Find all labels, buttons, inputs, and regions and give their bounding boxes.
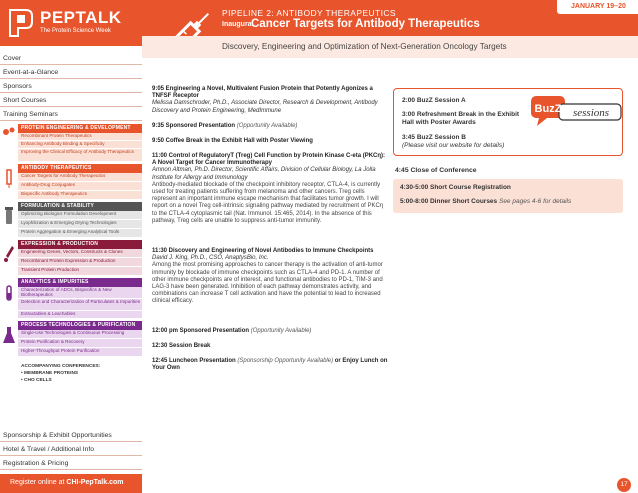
agenda-title: 12:00 pm Sponsored Presentation	[152, 328, 250, 334]
refreshment-break: 3:00 Refreshment Break in the Exhibit Hall with Poster Awards	[402, 111, 520, 126]
nav-cover[interactable]: Cover	[0, 52, 142, 65]
buzz-logo-b: sessions	[572, 107, 610, 119]
link-membrane-proteins[interactable]: • MEMBRANE PROTEINS	[21, 371, 79, 376]
sidebar-item[interactable]: Protein Aggregation & Emerging Analytical Tools	[18, 229, 142, 238]
section-head[interactable]: ANTIBODY THERAPEUTICS	[18, 164, 142, 173]
nav-event-at-a-glance[interactable]: Event-at-a-Glance	[0, 66, 142, 79]
agenda-title: 12:45 Luncheon Presentation	[152, 358, 236, 364]
agenda-title: 11:00 Control of RegulatoryT (Treg) Cell Function by Protein Kinase C-eta (PKCη): A Novel Target for Cancer Immunotherapy	[152, 153, 386, 167]
agenda-title: 11:30 Discovery and Engineering of Novel Antibodies to Immune Checkpoints	[152, 248, 374, 254]
sidebar-item[interactable]: Lyophilization & Emerging Drying Technologies	[18, 220, 142, 229]
page-title: Cancer Targets for Antibody Therapeutics	[251, 18, 480, 30]
agenda-item	[152, 248, 388, 306]
sidebar-item[interactable]: Recombinant Protein Therapeutics	[18, 133, 142, 141]
sidebar-item[interactable]: Antibody-Drug Conjugates	[18, 182, 142, 191]
register-url[interactable]: CHI-PepTalk.com	[66, 479, 124, 486]
buzz-note: (Please visit our website for details)	[402, 141, 505, 149]
sidebar-item[interactable]: Protein Purification & Recovery	[18, 339, 142, 348]
dinner-short-courses: 5:00-8:00 Dinner Short Courses See pages 4-6 for details	[400, 198, 572, 205]
register-link[interactable]	[10, 479, 123, 486]
page-subtitle: Discovery, Engineering and Optimization of Next-Generation Oncology Targets	[222, 42, 507, 51]
sidebar-item[interactable]: Optimizing Biologics Formulation Development	[18, 211, 142, 220]
speaker: David J. King, Ph.D., CSO, AnaptysBio, Inc.	[152, 255, 269, 262]
agenda-item	[152, 328, 388, 335]
abstract: Among the most promising approaches to cancer therapy is the activation of anti-tumor immunity by blockade of immune checkpoints such as CTLA-4 and PD-1. A number of other immune checkpoints are of interest, and functional antibodies to PD-1, TIM-3 and LAG-3 have been generated. Inhibition of each pathway demonstrates activity, and combinations can increase T cell activation and have the potential to lead to increased clinical efficacy.	[152, 262, 383, 305]
agenda-title: 9:50 Coffee Break in the Exhibit Hall with Poster Viewing	[152, 138, 313, 144]
syringe-small-icon	[2, 168, 16, 188]
agenda-item	[152, 123, 388, 130]
sidebar-item[interactable]: Single-Use Technologies & Continuous Processing	[18, 330, 142, 339]
buzz-logo-a: BuzZ	[534, 103, 562, 115]
buzz-session-a: 2:00 BuzZ Session A	[402, 97, 466, 104]
accompanying-label: ACCOMPANYING CONFERENCES:	[21, 364, 101, 369]
close-of-conference: 4:45 Close of Conference	[395, 167, 477, 174]
sidebar-item[interactable]: Detection and Characterization of Particulates & Impurities	[18, 299, 142, 311]
peptalk-logo-icon	[6, 6, 34, 40]
agenda-title: 9:35 Sponsored Presentation	[152, 123, 236, 129]
flask-icon	[2, 325, 16, 345]
agenda-note: (Opportunity Available)	[236, 123, 298, 129]
buzz-session-b: 3:45 BuzZ Session B (Please visit our website for details)	[402, 134, 505, 149]
logo-subtitle: The Protein Science Week	[40, 28, 111, 34]
agenda-title: 12:30 Session Break	[152, 343, 211, 349]
link-cho-cells[interactable]: • CHO CELLS	[21, 378, 52, 383]
sidebar-item[interactable]: Enhancing Antibody Binding & Specificity	[18, 141, 142, 149]
section-head[interactable]: PROTEIN ENGINEERING & DEVELOPMENT	[18, 124, 142, 133]
sidebar-item[interactable]: Recombinant Protein Expression & Production	[18, 258, 142, 267]
dropper-icon	[2, 244, 16, 264]
agenda-note: (Opportunity Available)	[250, 328, 312, 334]
agenda-item	[152, 153, 388, 225]
nav-short-courses[interactable]: Short Courses	[0, 94, 142, 107]
event-date: JANUARY 19–20	[571, 3, 626, 10]
sidebar-item[interactable]: Engineering Genes, Vectors, Constructs & Clones	[18, 249, 142, 258]
page-number: 17	[617, 478, 631, 492]
section-head[interactable]: PROCESS TECHNOLOGIES & PURIFICATION	[18, 321, 142, 330]
agenda-note: (Sponsorship Opportunity Available)	[237, 358, 334, 364]
nav-sponsors[interactable]: Sponsors	[0, 80, 142, 93]
sidebar-item[interactable]: Characterization of ADCs, Bispecifics & New Biotherapeutics	[18, 287, 142, 299]
agenda-item	[152, 343, 388, 350]
agenda-title: 9:05 Engineering a Novel, Multivalent Fusion Protein that Potently Agonizes a TNFSF Receptor	[152, 86, 373, 100]
buzz-sessions-logo-icon	[529, 94, 623, 128]
nav-sponsorship[interactable]: Sponsorship & Exhibit Opportunities	[0, 429, 142, 442]
nav-training-seminars[interactable]: Training Seminars	[0, 108, 142, 121]
nav-registration-pricing[interactable]: Registration & Pricing	[0, 457, 142, 470]
logo-text: PEPTALK	[40, 8, 122, 27]
sidebar-item[interactable]: Improving the Clinical Efficacy of Antibody Therapeutics	[18, 149, 142, 162]
agenda-item	[152, 358, 388, 372]
molecule-icon	[2, 126, 16, 138]
sidebar-item[interactable]: Extractables & Leachables	[18, 311, 142, 319]
short-course-registration: 4:30-5:00 Short Course Registration	[400, 184, 511, 191]
sidebar-item[interactable]: Higher-Throughput Protein Purification	[18, 348, 142, 357]
agenda-tail: or Enjoy Lunch on Your Own	[152, 358, 388, 372]
nav-hotel-travel[interactable]: Hotel & Travel / Additional Info	[0, 443, 142, 456]
sidebar	[0, 46, 142, 493]
sidebar-item[interactable]: Bispecific Antibody Therapeutics	[18, 191, 142, 200]
sidebar-item[interactable]: Transient Protein Production	[18, 267, 142, 276]
speaker: Melissa Damschroder, Ph.D., Associate Director, Research & Development, Antibody Discovery and Protein Engineering, MedImmune	[152, 100, 378, 114]
abstract: Antibody-mediated blockade of the checkpoint inhibitory receptor, CTLA-4, is currently used for treating patients suffering from melanoma and other cancers. Treg cells represent an important immune escape mechanism that facilitates tumor growth. I will report on a novel Treg cell-intrinsic signaling pathway mediated by recruitment of PKCη to the CTLA-4 cytoplasmic tail (Nat. Immunol. 15:465, 2014). In the absence of this pathway, Treg cells are unable to suppress anti-tumor immunity.	[152, 181, 384, 224]
sidebar-item[interactable]: Cancer Targets for Antibody Therapeutics	[18, 173, 142, 182]
pipeline-label: PIPELINE 2: ANTIBODY THERAPEUTICS	[222, 8, 396, 18]
test-tube-icon	[2, 284, 16, 304]
register-prefix: Register online at	[10, 479, 67, 486]
section-head[interactable]: ANALYTICS & IMPURITIES	[18, 278, 142, 287]
section-head[interactable]: EXPRESSION & PRODUCTION	[18, 240, 142, 249]
agenda-item	[152, 138, 388, 145]
course-note: See pages 4-6 for details	[498, 198, 572, 205]
section-head[interactable]: FORMULATION & STABILITY	[18, 202, 142, 211]
agenda-item	[152, 86, 388, 115]
vial-icon	[2, 206, 16, 226]
inaugural-label: Inaugural	[222, 21, 254, 28]
speaker: Amnon Altman, Ph.D. Director, Scientific Affairs, Division of Cellular Biology, La Jolla Institute for Allergy and Immunology	[152, 167, 376, 181]
